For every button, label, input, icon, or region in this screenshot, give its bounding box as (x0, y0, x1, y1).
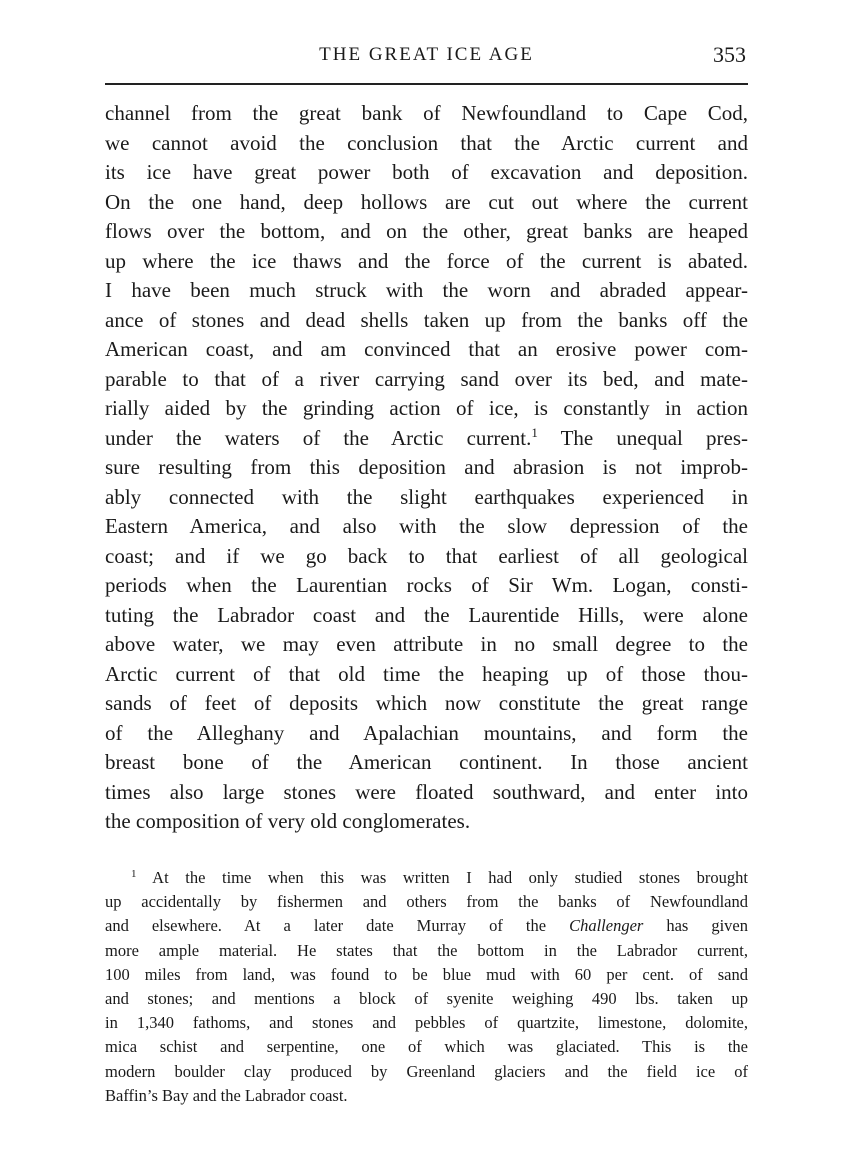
footnote-line: more ample material. He states that the bottom in the Labrador current, (105, 940, 748, 960)
footnote (105, 866, 748, 1108)
footnote-line (105, 914, 748, 938)
footnote-line: in 1,340 fathoms, and stones and pebbles of quartzite, limestone, dolomite, (105, 1013, 748, 1033)
text-line: Arctic current of that old time the heaping up of those thou- (105, 661, 748, 686)
body-text (105, 99, 748, 837)
footnote-reference: 1 (531, 424, 538, 440)
running-head: THE GREAT ICE AGE (319, 44, 534, 65)
text-line: ably connected with the slight earthquakes experienced in (105, 484, 748, 509)
text-line: Eastern America, and also with the slow depression of the (105, 514, 748, 538)
text-line: tuting the Labrador coast and the Laurentide Hills, were alone (105, 602, 748, 627)
footnote-line: 100 miles from land, was found to be blue mud with 60 per cent. of sand (105, 964, 748, 984)
footnote-line-text: At the time when this was written I had only studied stones brought (136, 868, 748, 887)
footnote-line (105, 866, 748, 890)
text-line: of the Alleghany and Apalachian mountains, and form the (105, 720, 748, 745)
text-line: sure resulting from this deposition and abrasion is not improb- (105, 455, 748, 479)
text-line: above water, we may even attribute in no small degree to the (105, 632, 748, 656)
text-line: flows over the bottom, and on the other, great banks are heaped (105, 219, 748, 243)
footnote-line: up accidentally by fishermen and others from the banks of Newfoundland (105, 892, 748, 912)
text-line: we cannot avoid the conclusion that the Arctic current and (105, 130, 748, 155)
footnote-line: mica schist and serpentine, one of which was glaciated. This is the (105, 1037, 748, 1057)
text-line-start: under the waters of the Arctic current. (105, 425, 532, 450)
footnote-line-end: has given (643, 916, 748, 936)
text-line: parable to that of a river carrying sand over its bed, and mate- (105, 366, 748, 391)
text-line: breast bone of the American continent. In those ancient (105, 750, 748, 774)
text-line-end: The unequal pres- (537, 425, 748, 450)
footnote-line: Baffin’s Bay and the Labrador coast. (105, 1085, 348, 1105)
text-line: American coast, and am convinced that an erosive power com- (105, 337, 748, 361)
text-line: On the one hand, deep hollows are cut out where the current (105, 189, 748, 214)
text-line: the composition of very old conglomerates. (105, 809, 471, 833)
text-line: times also large stones were floated southward, and enter into (105, 779, 748, 804)
header-rule (105, 83, 748, 85)
text-line: its ice have great power both of excavation and deposition. (105, 160, 748, 184)
text-line: coast; and if we go back to that earliest of all geological (105, 543, 748, 568)
footnote-line: and stones; and mentions a block of syenite weighing 490 lbs. taken up (105, 989, 748, 1009)
text-line: up where the ice thaws and the force of the current is abated. (105, 248, 748, 273)
ship-name-italic: Challenger (569, 916, 644, 936)
page-number: 353 (713, 42, 746, 67)
footnote-marker: 1 (131, 868, 137, 880)
text-line: rially aided by the grinding action of ice, is constantly in action (105, 396, 748, 420)
text-line: periods when the Laurentian rocks of Sir Wm. Logan, consti- (105, 573, 748, 597)
text-line: sands of feet of deposits which now constitute the great range (105, 691, 748, 715)
text-line: ance of stones and dead shells taken up from the banks off the (105, 307, 748, 332)
text-line: I have been much struck with the worn and abraded appear- (105, 278, 748, 302)
text-line: channel from the great bank of Newfoundland to Cape Cod, (105, 101, 748, 125)
footnote-line-start: and elsewhere. At a later date Murray of the (105, 916, 570, 936)
text-line (105, 424, 748, 454)
page-header (105, 40, 748, 76)
footnote-line: modern boulder clay produced by Greenland glaciers and the field ice of (105, 1061, 748, 1081)
